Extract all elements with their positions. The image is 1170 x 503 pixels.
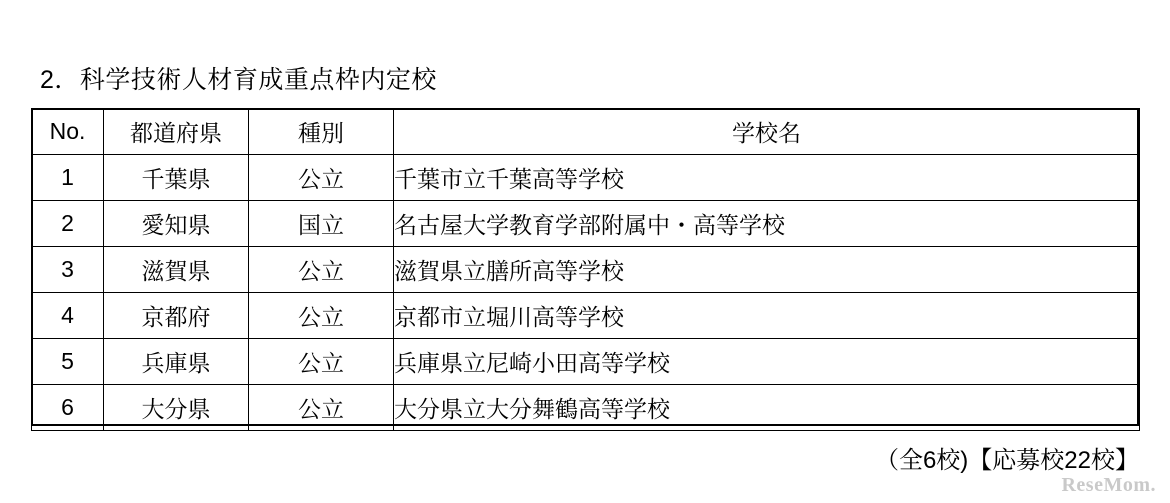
cell-no: 1: [32, 155, 104, 201]
table-row: [32, 385, 1140, 431]
cell-school-name: 千葉市立千葉高等学校: [394, 155, 1140, 201]
column-header-prefecture: 都道府県: [104, 109, 249, 155]
table-row: [32, 247, 1140, 293]
column-header-type: 種別: [249, 109, 394, 155]
cell-no: 6: [32, 385, 104, 431]
watermark-logo: ReseMom.: [1061, 474, 1156, 496]
cell-type: 公立: [249, 155, 394, 201]
cell-type: 公立: [249, 247, 394, 293]
cell-no: 5: [32, 339, 104, 385]
cell-prefecture: 愛知県: [104, 201, 249, 247]
page-title: 2．科学技術人材育成重点枠内定校: [40, 66, 437, 94]
cell-type: 公立: [249, 385, 394, 431]
column-header-no: No.: [32, 109, 104, 155]
cell-school-name: 名古屋大学教育学部附属中・高等学校: [394, 201, 1140, 247]
cell-no: 2: [32, 201, 104, 247]
designated-schools-table: [31, 108, 1140, 431]
table-row: [32, 293, 1140, 339]
cell-prefecture: 京都府: [104, 293, 249, 339]
cell-prefecture: 滋賀県: [104, 247, 249, 293]
cell-type: 公立: [249, 339, 394, 385]
table-header-row: [32, 109, 1140, 155]
cell-school-name: 大分県立大分舞鶴高等学校: [394, 385, 1140, 431]
total-count-note: （全6校)【応募校22校】: [874, 447, 1139, 474]
table-row: [32, 339, 1140, 385]
cell-school-name: 兵庫県立尼崎小田高等学校: [394, 339, 1140, 385]
cell-school-name: 滋賀県立膳所高等学校: [394, 247, 1140, 293]
cell-prefecture: 千葉県: [104, 155, 249, 201]
cell-type: 公立: [249, 293, 394, 339]
cell-school-name: 京都市立堀川高等学校: [394, 293, 1140, 339]
cell-prefecture: 兵庫県: [104, 339, 249, 385]
cell-no: 4: [32, 293, 104, 339]
cell-type: 国立: [249, 201, 394, 247]
cell-prefecture: 大分県: [104, 385, 249, 431]
cell-no: 3: [32, 247, 104, 293]
table-row: [32, 201, 1140, 247]
column-header-school-name: 学校名: [394, 109, 1140, 155]
table-row: [32, 155, 1140, 201]
